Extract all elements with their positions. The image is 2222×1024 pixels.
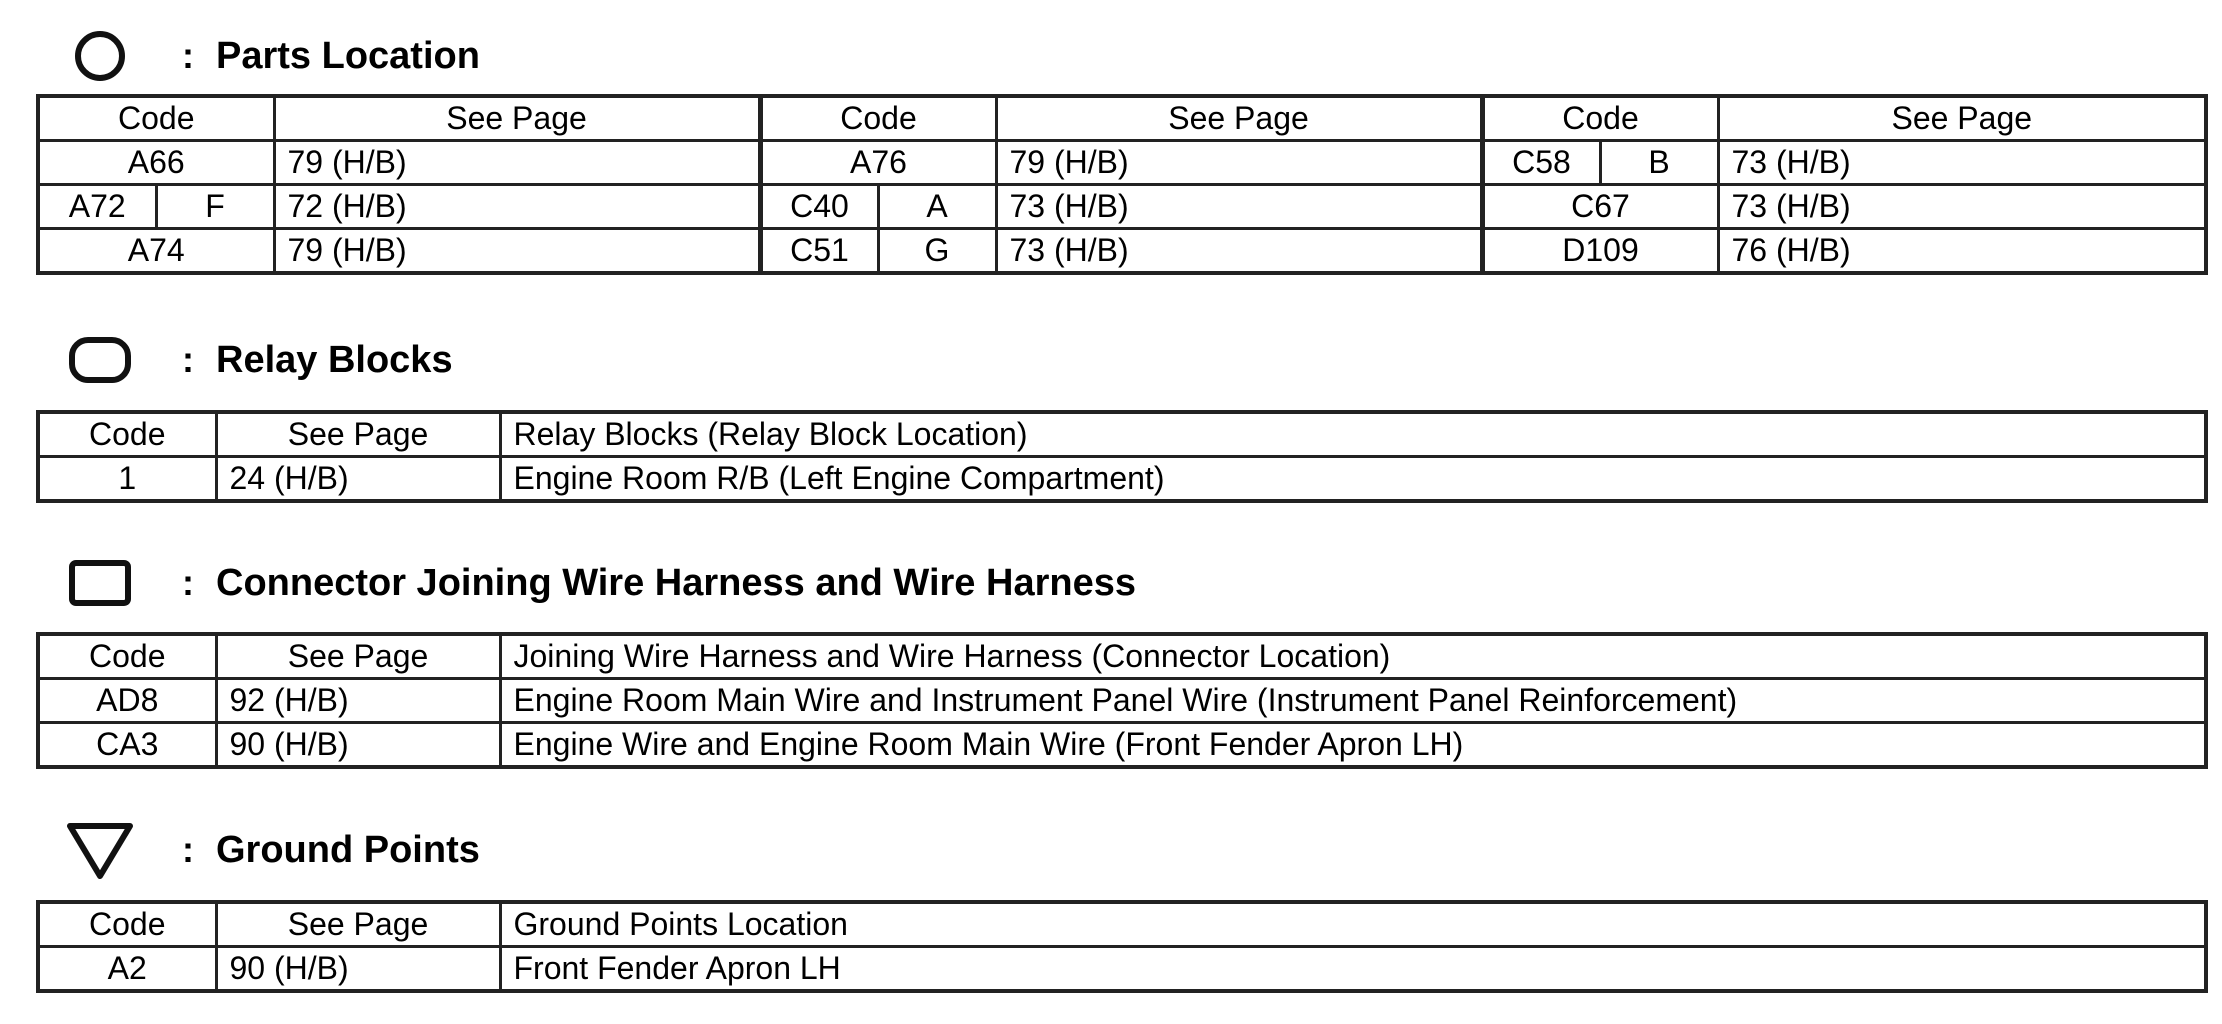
table-row [38,141,2206,185]
header-code: Code [760,96,996,141]
code-cell: A2 [38,947,216,992]
code-cell: A72 [38,185,156,229]
header-see-page: See Page [1718,96,2206,141]
description-cell: Engine Wire and Engine Room Main Wire (Front Fender Apron LH) [500,723,2206,768]
page-cell: 90 (H/B) [216,947,500,992]
page-cell: 72 (H/B) [274,185,760,229]
table-row [38,457,2206,502]
circle-icon [60,26,140,86]
table-header-row [38,96,2206,141]
page-cell: 79 (H/B) [274,141,760,185]
table-row [38,723,2206,768]
description-cell: Front Fender Apron LH [500,947,2206,992]
code-cell: CA3 [38,723,216,768]
header-see-page: See Page [216,634,500,679]
page-cell: 73 (H/B) [996,229,1482,274]
page-cell: 73 (H/B) [1718,141,2206,185]
header-description: Ground Points Location [500,902,2206,947]
colon: : [182,829,194,870]
relay-blocks-heading [60,330,453,390]
page-cell: 76 (H/B) [1718,229,2206,274]
code-cell: D109 [1482,229,1718,274]
header-see-page: See Page [996,96,1482,141]
table-header-row [38,412,2206,457]
triangle-down-icon [60,820,140,880]
header-code: Code [1482,96,1718,141]
square-icon [60,553,140,613]
relay-blocks-table [36,410,2208,503]
code-cell: 1 [38,457,216,502]
header-description: Joining Wire Harness and Wire Harness (Connector Location) [500,634,2206,679]
sub-code-cell: F [156,185,274,229]
header-description: Relay Blocks (Relay Block Location) [500,412,2206,457]
header-see-page: See Page [274,96,760,141]
page-cell: 79 (H/B) [996,141,1482,185]
page-cell: 24 (H/B) [216,457,500,502]
connector-joining-heading [60,553,1136,613]
colon: : [182,562,194,603]
header-see-page: See Page [216,412,500,457]
code-cell: A74 [38,229,274,274]
header-code: Code [38,902,216,947]
header-code: Code [38,96,274,141]
ground-points-table [36,900,2208,993]
header-code: Code [38,634,216,679]
rounded-rectangle-icon [60,330,140,390]
colon: : [182,339,194,380]
code-cell: AD8 [38,679,216,723]
table-row [38,947,2206,992]
header-code: Code [38,412,216,457]
colon: : [182,35,194,76]
page-cell: 92 (H/B) [216,679,500,723]
code-cell: C40 [760,185,878,229]
section-title: Parts Location [216,34,480,77]
connector-joining-table [36,632,2208,769]
page-cell: 90 (H/B) [216,723,500,768]
ground-points-heading [60,820,480,880]
table-row [38,185,2206,229]
section-title: Connector Joining Wire Harness and Wire Harness [216,561,1136,604]
section-title: Relay Blocks [216,338,453,381]
code-cell: A66 [38,141,274,185]
header-see-page: See Page [216,902,500,947]
sub-code-cell: A [878,185,996,229]
sub-code-cell: G [878,229,996,274]
sub-code-cell: B [1600,141,1718,185]
table-header-row [38,902,2206,947]
code-cell: C51 [760,229,878,274]
table-row [38,229,2206,274]
section-title: Ground Points [216,828,480,871]
page-cell: 73 (H/B) [996,185,1482,229]
page-cell: 73 (H/B) [1718,185,2206,229]
parts-location-table [36,94,2208,275]
table-row [38,679,2206,723]
description-cell: Engine Room R/B (Left Engine Compartment) [500,457,2206,502]
table-header-row [38,634,2206,679]
code-cell: A76 [760,141,996,185]
parts-location-heading [60,26,480,86]
code-cell: C58 [1482,141,1600,185]
page-cell: 79 (H/B) [274,229,760,274]
description-cell: Engine Room Main Wire and Instrument Panel Wire (Instrument Panel Reinforcement) [500,679,2206,723]
code-cell: C67 [1482,185,1718,229]
